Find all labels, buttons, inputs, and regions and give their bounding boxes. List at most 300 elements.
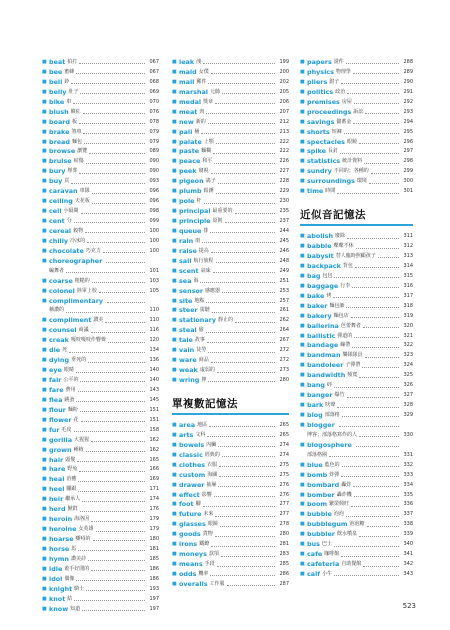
bullet-icon: ■ [300,521,305,528]
entry-page: 222 [279,138,289,145]
entry-meaning: 文科 [195,431,206,438]
entry-word: bomber [307,490,335,499]
index-entry [42,376,159,386]
bullet-icon: ■ [172,168,177,175]
index-entry [300,177,413,187]
bullet-icon: ■ [42,208,47,215]
index-entry [42,207,159,217]
entry-page: 103 [149,277,159,284]
bullet-icon: ■ [42,327,47,334]
entry-page: 301 [403,188,413,195]
bullet-icon: ■ [42,426,47,433]
index-entry [172,267,289,277]
index-entry [42,128,159,138]
index-column-3 [300,58,413,580]
bullet-icon: ■ [42,88,47,95]
entry-word: mail [179,77,195,86]
dot-leader [103,252,145,253]
index-entry [42,108,159,118]
dot-leader [218,446,275,447]
dot-leader [359,536,399,537]
entry-word: cafeteria [307,560,340,569]
entry-word: heroine [49,525,77,534]
entry-meaning: 小隔間 [63,208,79,215]
dot-leader [82,501,145,502]
dot-leader [219,466,275,467]
dot-leader [209,426,275,427]
entry-meaning: 眼鏡 [207,521,218,528]
entry-word: chilly [49,236,69,245]
entry-page: 326 [403,382,413,389]
dot-leader [225,222,275,223]
index-entry [172,491,289,501]
dot-leader [106,262,145,263]
entry-meaning: 公平的 [63,377,79,383]
entry-meaning: 訴訟 [353,108,364,115]
bullet-icon: ■ [300,282,305,289]
dot-leader [207,436,275,437]
entry-meaning: 郵件 [196,78,207,85]
entry-word: physics [307,67,334,76]
entry-page: 311 [403,233,413,240]
index-entry [42,217,159,227]
bullet-icon: ■ [42,377,47,383]
entry-meaning: 眼睛 [63,367,74,374]
entry-page: 186 [149,565,159,572]
bullet-icon: ■ [42,218,47,224]
entry-word: heel [49,485,65,494]
dot-leader [91,570,145,571]
bullet-icon: ■ [172,208,177,215]
entry-meaning: 部落格圈 [307,451,328,458]
dot-leader [210,575,275,576]
bullet-icon: ■ [42,128,47,135]
entry-word: scent [179,266,199,275]
index-entry [300,282,413,292]
dot-leader [353,73,399,74]
entry-meaning: 瀏覽 [77,148,88,155]
entry-word: new [179,117,194,126]
index-entry [42,68,159,78]
entry-word: savings [307,117,335,126]
bullet-icon: ■ [172,108,177,115]
entry-word: fur [49,425,60,434]
entry-meaning: 元帥 [209,88,220,95]
entry-page: 197 [149,605,159,612]
entry-page: 264 [279,327,289,334]
entry-meaning: 擰 [201,377,207,383]
dot-leader [334,387,399,388]
entry-word: coarse [49,276,73,285]
entry-meaning: 自助餐館 [341,561,362,568]
entry-meaning: 騎士 [74,585,85,592]
dot-leader [206,302,275,303]
bullet-icon: ■ [300,272,305,279]
entry-meaning: 麵糊 [201,148,212,155]
index-entry [300,242,413,252]
bullet-icon: ■ [42,585,47,592]
bullet-icon: ■ [300,59,305,65]
entry-word: idol [49,574,63,583]
index-entry [300,88,413,98]
bullet-icon: ■ [172,357,177,364]
entry-word: bury [49,167,66,176]
dot-leader [352,347,399,348]
index-entry [300,232,413,242]
index-entry [42,456,159,466]
dot-leader [218,183,275,184]
entry-word: boom [307,500,328,509]
entry-page: 265 [279,421,289,428]
entry-page: 276 [279,481,289,488]
index-entry [172,451,289,461]
index-entry [42,396,159,406]
entry-word: bubble [307,510,332,519]
entry-meaning: 樂隊隊員 [342,352,363,359]
entry-meaning: 轟炸機 [336,491,352,498]
dot-leader [353,123,399,124]
index-entry [300,138,413,148]
entry-page: 171 [149,486,159,493]
dot-leader [81,421,145,422]
entry-word: principal [179,207,211,216]
entry-meaning: 泡泡 [333,511,344,518]
entry-meaning: 鉛錘 [203,188,214,195]
entry-page: 120 [149,337,159,344]
entry-meaning: 垂死的 [71,357,87,364]
entry-meaning: 獸群 [67,506,78,513]
entry-meaning: 鉗子 [329,78,340,85]
index-entry [300,187,413,197]
entry-page: 134 [149,347,159,354]
entry-word: bruise [49,157,72,166]
entry-page: 169 [149,476,159,483]
dot-leader [334,277,399,278]
entry-page: 110 [149,307,159,314]
entry-page: 339 [403,531,413,538]
bullet-icon: ■ [172,337,177,344]
bullet-icon: ■ [42,456,47,463]
entry-meaning: 種植 [73,446,84,453]
entry-page: 292 [403,98,413,105]
entry-page: 316 [403,282,413,289]
entry-meaning: 海 [193,277,199,284]
dot-leader [211,546,275,547]
index-entry [300,302,413,312]
entry-page: 294 [403,118,413,125]
dot-leader [78,491,145,492]
entry-word: baker [307,301,328,310]
entry-page: 274 [279,451,289,458]
entry-word: gorilla [49,435,73,444]
index-entry [300,147,413,157]
entry-page: 313 [403,253,413,259]
entry-page: 278 [279,521,289,528]
index-entry [42,306,159,316]
bullet-icon: ■ [172,551,177,558]
bullet-icon: ■ [172,158,177,165]
entry-word: browse [49,147,76,156]
index-entry [42,336,159,346]
bullet-icon: ■ [300,108,305,115]
entry-word: politics [307,87,334,96]
index-entry [42,197,159,207]
entry-meaning: 內臟 [206,441,217,448]
bullet-icon: ■ [42,227,47,234]
entry-page: 320 [403,322,413,329]
entry-page: 322 [403,342,413,349]
entry-page: 273 [279,367,289,374]
dot-leader [201,133,275,134]
entry-word: meat [179,107,198,116]
dot-leader [218,486,275,487]
entry-page: 199 [279,59,289,65]
entry-word: cafe [307,550,323,559]
entry-word: bell [49,77,63,86]
entry-word: cell [49,207,62,216]
bullet-icon: ■ [172,327,177,334]
entry-word: means [179,560,203,569]
index-entry [42,138,159,148]
entry-meaning: 感應器 [205,287,221,294]
index-entry [300,108,413,118]
index-entry [172,441,289,451]
bullet-icon: ■ [172,188,177,195]
index-entry [300,361,413,371]
dot-leader [216,143,275,144]
dot-leader [78,550,145,551]
bullet-icon: ■ [172,431,177,438]
bullet-icon: ■ [42,297,47,304]
entry-word: leak [179,58,195,66]
bullet-icon: ■ [300,362,305,369]
index-entry [42,287,159,297]
bullet-icon: ■ [172,561,177,568]
dot-leader [87,242,145,243]
bullet-icon: ■ [172,501,177,508]
entry-page: 288 [403,59,413,65]
entry-page: 101 [149,267,159,274]
index-entry [172,157,289,167]
dot-leader [369,183,399,184]
bullet-icon: ■ [172,227,177,234]
index-entry [42,555,159,565]
index-entry [42,505,159,515]
entry-word: caravan [49,187,78,196]
entry-word: future [179,510,202,519]
entry-meaning: 讚美詩 [70,555,86,562]
index-entry [300,431,413,441]
entry-page: 261 [279,307,289,314]
entry-page: 151 [149,416,159,423]
bullet-icon: ■ [300,531,305,538]
index-entry [172,257,289,267]
entry-page: 068 [149,78,159,85]
bullet-icon: ■ [172,297,177,304]
index-entry [172,197,289,207]
index-entry [300,351,413,361]
dot-leader [339,426,399,427]
dot-leader [355,267,399,268]
entry-page: 296 [403,138,413,145]
dot-leader [82,610,145,611]
index-entry [42,565,159,575]
entry-meaning: 洩 [196,59,202,65]
entry-meaning: 天花板 [74,198,90,205]
bullet-icon: ■ [42,545,47,552]
entry-meaning: 嘶啞的 [75,536,91,542]
entry-meaning: 繃帶 [340,342,351,349]
entry-word: compliment [49,316,92,325]
entry-word: bubblegum [307,520,348,529]
entry-word: wring [179,376,200,384]
bullet-icon: ■ [172,511,177,518]
entry-page: 174 [149,496,159,503]
entry-word: abolish [307,232,334,241]
index-entry [42,475,159,485]
entry-page: 265 [279,431,289,438]
index-entry [42,177,159,187]
dot-leader [91,441,145,442]
index-entry [172,550,289,560]
index-entry [300,341,413,351]
bullet-icon: ■ [300,461,305,468]
entry-word: peace [179,157,201,166]
entry-word: flour [49,405,66,414]
dot-leader [86,451,145,452]
index-entry [300,272,413,282]
entry-meaning: 不同的；各種的 [333,168,369,175]
bullet-icon: ■ [42,506,47,513]
index-entry [300,371,413,381]
entry-page: 237 [279,218,289,224]
bullet-icon: ■ [172,267,177,274]
entry-meaning: 吠聲 [325,402,336,409]
index-entry [172,177,289,187]
entry-word: vain [179,346,195,355]
index-entry [300,98,413,108]
index-entry [300,401,413,411]
entry-word: hymn [49,554,69,563]
entry-meaning: 砰 [327,382,333,389]
bullet-icon: ■ [300,292,305,299]
entry-page: 093 [149,178,159,185]
index-entry [172,217,289,227]
bullet-icon: ■ [300,253,305,259]
dot-leader [222,93,275,94]
dot-leader [215,536,275,537]
bullet-icon: ■ [300,352,305,359]
bullet-icon: ■ [300,233,305,240]
dot-leader [107,302,145,303]
entry-page: 235 [279,208,289,215]
entry-meaning: 女僕 [198,68,209,75]
bullet-icon: ■ [172,541,177,548]
entry-word: pliers [307,77,328,86]
entry-meaning: 影響 [201,491,212,498]
entry-meaning: 費用 [65,386,76,393]
dot-leader [66,272,145,273]
bullet-icon: ■ [172,178,177,185]
bullet-icon: ■ [172,59,177,65]
entry-word: sundry [307,167,332,176]
bullet-icon: ■ [42,118,47,125]
entry-meaning: 新的 [195,118,206,125]
entry-word: site [179,296,193,305]
entry-word: grown [49,445,72,454]
entry-page: 098 [149,208,159,215]
entry-page: 179 [149,516,159,523]
entry-meaning: 行李 [340,282,351,289]
index-entry [172,88,289,98]
entry-word: overalls [179,579,208,588]
index-entry [300,381,413,391]
entry-page: 276 [279,491,289,498]
entry-word: rain [179,236,194,245]
bullet-icon: ■ [42,68,47,75]
bullet-icon: ■ [172,421,177,428]
index-entry [300,118,413,128]
bullet-icon: ■ [42,476,47,483]
bullet-icon: ■ [300,262,305,269]
bullet-icon: ■ [42,98,47,105]
entry-page: 110 [149,317,159,324]
entry-word: knight [49,584,73,593]
dot-leader [333,297,399,298]
entry-page: 300 [403,178,413,185]
entry-word: blogger [307,420,335,429]
dot-leader [86,163,145,164]
entry-word: area [179,420,196,429]
entry-meaning: 抽屜 [206,481,217,488]
entry-word: bandman [307,351,341,360]
bullet-icon: ■ [172,307,177,314]
dot-leader [99,292,145,293]
entry-page: 298 [403,158,413,165]
dot-leader [211,173,275,174]
entry-page: 140 [149,367,159,374]
entry-page: 319 [403,312,413,319]
entry-word: principle [179,217,211,225]
dot-leader [80,93,145,94]
index-entry [42,585,159,595]
index-entry [42,595,159,605]
bullet-icon: ■ [42,436,47,443]
entry-word: glasses [179,520,206,529]
dot-leader [211,73,275,74]
entry-page: 342 [403,561,413,568]
bullet-icon: ■ [300,342,305,349]
bullet-icon: ■ [172,451,177,458]
entry-page: 249 [279,267,289,274]
entry-word: heroin [49,515,73,524]
index-entry [42,356,159,366]
entry-word: moneys [179,550,207,559]
entry-word: fair [49,376,62,384]
entry-page: 293 [403,108,413,115]
index-entry [172,376,289,386]
dot-leader [356,446,399,447]
entry-meaning: 編舞者 [49,267,65,274]
index-entry [172,500,289,510]
dot-leader [76,73,145,74]
entry-word: knot [49,594,66,603]
entry-meaning: 板 [72,118,78,125]
entry-page: 267 [279,337,289,344]
bullet-icon: ■ [42,237,47,244]
entry-page: 140 [149,377,159,383]
bullet-icon: ■ [42,287,47,294]
